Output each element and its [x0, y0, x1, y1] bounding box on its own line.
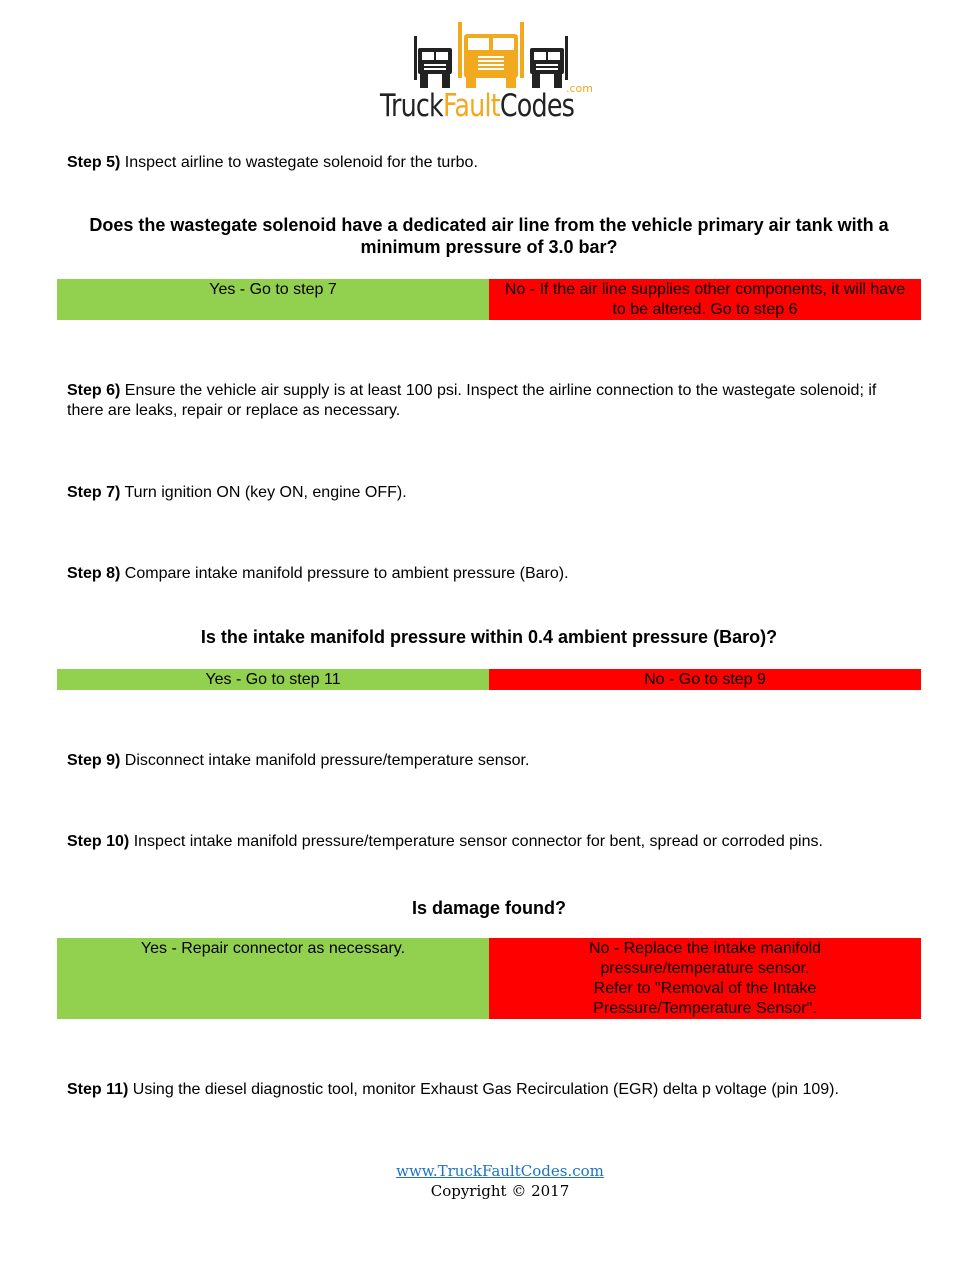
- step-5: [67, 153, 917, 173]
- step-8: [67, 564, 917, 584]
- logo-text-truck: Truck: [380, 88, 443, 124]
- step-text: Compare intake manifold pressure to ambient pressure (Baro).: [120, 565, 569, 582]
- logo-wordmark: [380, 88, 574, 124]
- step-label: Step 6): [67, 382, 121, 399]
- step-label: Step 5): [67, 154, 121, 171]
- no-answer: No - Go to step 9: [489, 669, 921, 690]
- question-3: Is damage found?: [411, 898, 566, 918]
- site-logo: [378, 18, 604, 130]
- copyright: Copyright © 2017: [430, 1182, 570, 1200]
- no-answer: [489, 938, 921, 1019]
- step-label: Step 9): [67, 752, 121, 769]
- step-9: [67, 751, 917, 771]
- logo-text-codes: Codes: [499, 88, 575, 124]
- footer-link[interactable]: www.TruckFaultCodes.com: [396, 1162, 604, 1180]
- step-6: [67, 381, 917, 421]
- footer: [340, 1161, 660, 1201]
- step-text: Inspect airline to wastegate solenoid for the turbo.: [120, 154, 478, 171]
- logo-text-fault: Fault: [442, 88, 500, 124]
- step-text: Ensure the vehicle air supply is at least 100 psi. Inspect the airline connection to the wastegate solenoid; if there are leaks, repair or replace as necessary.: [67, 382, 877, 419]
- step-text: Inspect intake manifold pressure/temperature sensor connector for bent, spread or corroded pins.: [129, 833, 823, 850]
- step-10: [67, 832, 917, 852]
- step-label: Step 8): [67, 565, 121, 582]
- answer-row-2: [57, 669, 921, 690]
- truck-icon: [378, 18, 604, 88]
- yes-answer: Yes - Repair connector as necessary.: [57, 938, 489, 1019]
- step-label: Step 7): [67, 484, 121, 501]
- no-answer-line-1: No - Replace the intake manifold pressure/temperature sensor.: [588, 940, 822, 977]
- step-text: Using the diesel diagnostic tool, monitor Exhaust Gas Recirculation (EGR) delta p voltage (pin 109).: [128, 1081, 839, 1098]
- yes-answer: Yes - Go to step 7: [57, 279, 489, 320]
- step-11: [67, 1080, 917, 1100]
- step-label: Step 11): [67, 1081, 129, 1098]
- logo-com: .com: [566, 82, 593, 95]
- no-answer-line-2: Refer to "Removal of the Intake Pressure/Temperature Sensor".: [593, 980, 817, 1017]
- question-2: Is the intake manifold pressure within 0.4 ambient pressure (Baro)?: [200, 627, 778, 647]
- step-7: [67, 483, 917, 503]
- no-answer: No - If the air line supplies other components, it will have to be altered. Go to step 6: [489, 279, 921, 320]
- yes-answer: Yes - Go to step 11: [57, 669, 489, 690]
- answer-row-3: [57, 938, 921, 1019]
- question-1: Does the wastegate solenoid have a dedicated air line from the vehicle primary air tank with a minimum pressure of 3.0 bar?: [89, 215, 889, 257]
- answer-row-1: [57, 279, 921, 320]
- step-label: Step 10): [67, 833, 130, 850]
- step-text: Turn ignition ON (key ON, engine OFF).: [120, 484, 407, 501]
- step-text: Disconnect intake manifold pressure/temperature sensor.: [120, 752, 530, 769]
